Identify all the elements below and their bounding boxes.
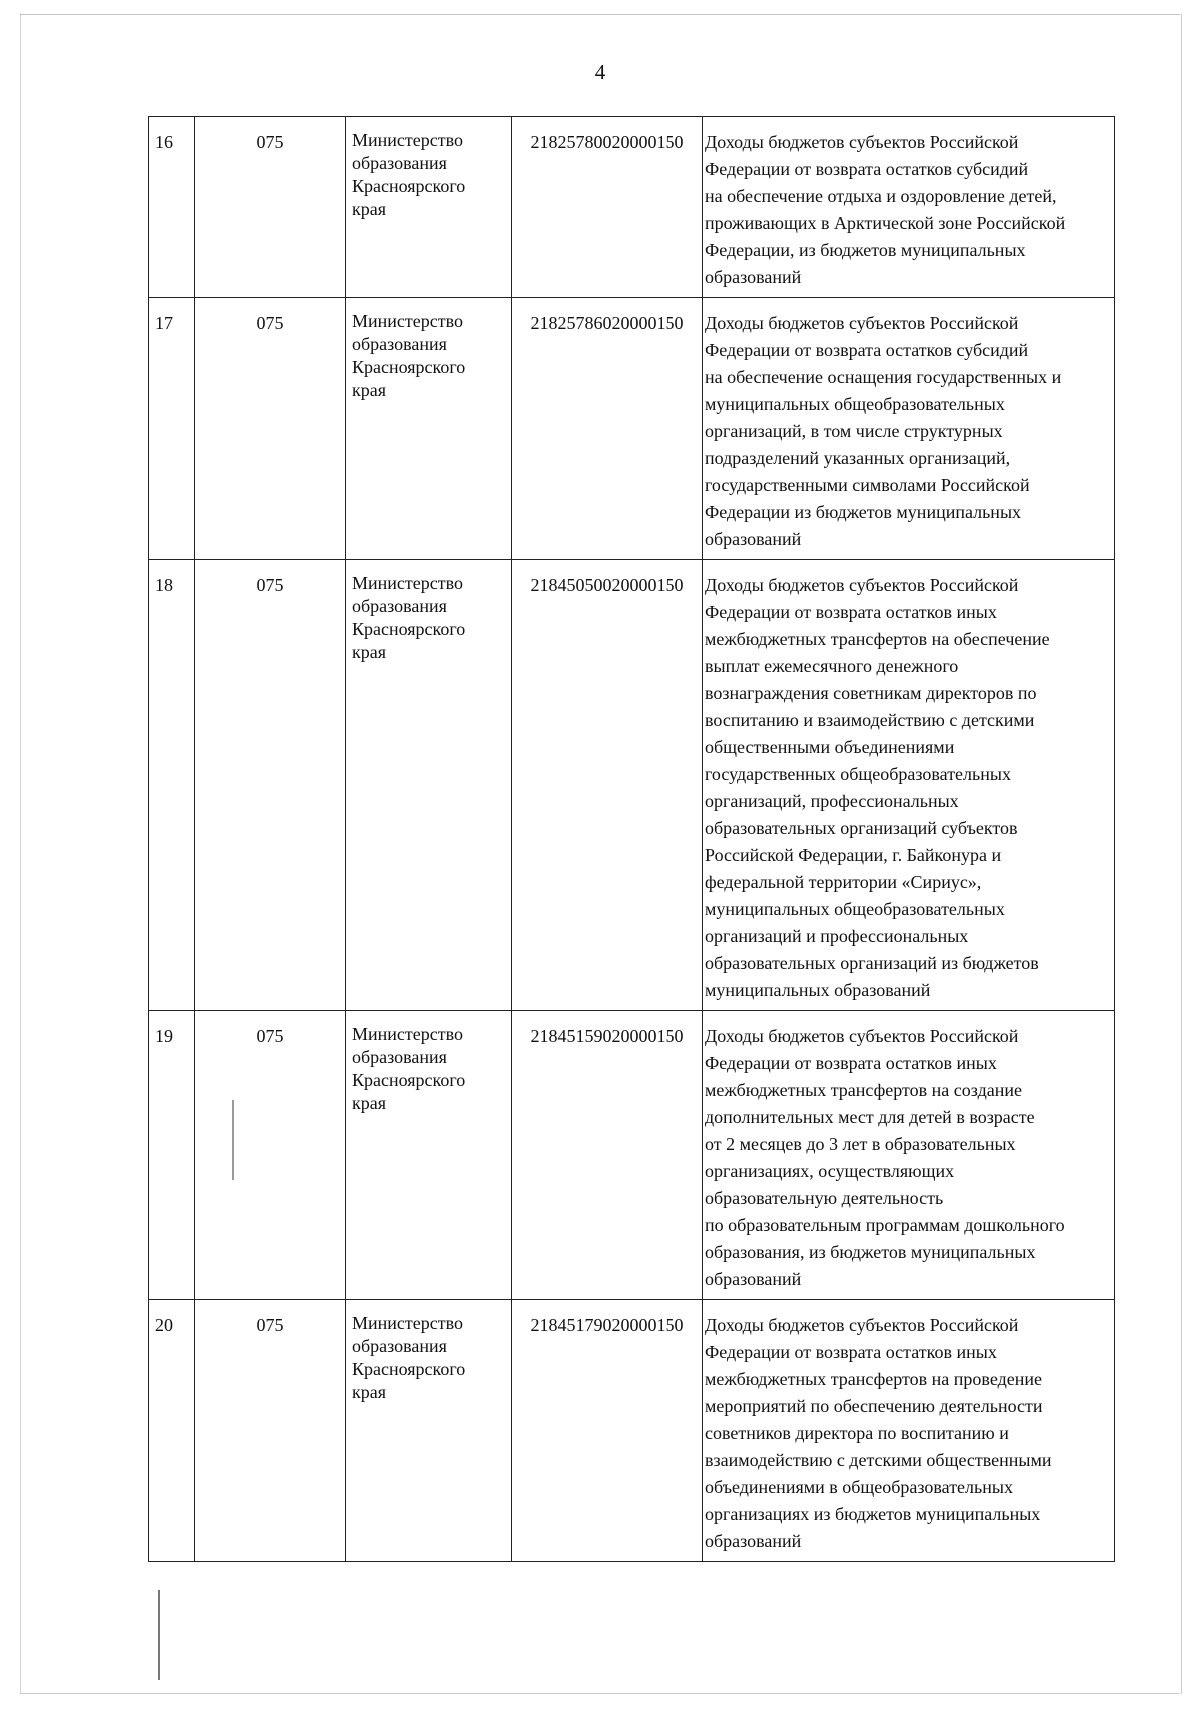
organization-line: края (352, 380, 387, 400)
description-line: на обеспечение оснащения государственных и (705, 367, 1062, 387)
description-line: Доходы бюджетов субъектов Российской (705, 1026, 1019, 1046)
organization-line: образования (352, 1336, 447, 1356)
organization-line: Министерство (352, 1313, 463, 1333)
organization-cell (346, 560, 512, 1011)
table-row (149, 1300, 1115, 1562)
description-line: вознаграждения советникам директоров по (705, 683, 1037, 703)
description-line: муниципальных общеобразовательных (705, 899, 1005, 919)
organization-line: Красноярского (352, 1359, 466, 1379)
description-line: муниципальных общеобразовательных (705, 394, 1005, 414)
description-line: выплат ежемесячного денежного (705, 656, 959, 676)
description-line: Доходы бюджетов субъектов Российской (705, 575, 1019, 595)
description-cell (703, 560, 1115, 1011)
scan-edge-bottom (20, 1693, 1180, 1694)
row-number-cell: 19 (149, 1011, 195, 1300)
description-line: межбюджетных трансфертов на проведение (705, 1369, 1042, 1389)
table-row (149, 560, 1115, 1011)
description-line: Доходы бюджетов субъектов Российской (705, 1315, 1019, 1335)
description-line: муниципальных образований (705, 980, 931, 1000)
admin-code-cell: 075 (195, 560, 346, 1011)
description-line: мероприятий по обеспечению деятельности (705, 1396, 1043, 1416)
organization-line: края (352, 642, 387, 662)
description-line: Федерации от возврата остатков субсидий (705, 159, 1029, 179)
organization-line: образования (352, 1047, 447, 1067)
row-number-cell: 18 (149, 560, 195, 1011)
description-cell (703, 1011, 1115, 1300)
description-line: образовательных организаций из бюджетов (705, 953, 1039, 973)
description-line: образования, из бюджетов муниципальных (705, 1242, 1036, 1262)
table-row (149, 117, 1115, 298)
description-line: образований (705, 529, 802, 549)
organization-line: Министерство (352, 1024, 463, 1044)
description-cell (703, 117, 1115, 298)
organization-line: образования (352, 153, 447, 173)
description-line: организаций, в том числе структурных (705, 421, 1003, 441)
row-number-cell: 20 (149, 1300, 195, 1562)
organization-line: Министерство (352, 311, 463, 331)
description-line: организациях, осуществляющих (705, 1161, 955, 1181)
table-row (149, 1011, 1115, 1300)
description-line: на обеспечение отдыха и оздоровление детей, (705, 186, 1057, 206)
description-line: проживающих в Арктической зоне Российской (705, 213, 1066, 233)
description-line: организациях из бюджетов муниципальных (705, 1504, 1041, 1524)
description-line: Российской Федерации, г. Байконура и (705, 845, 1002, 865)
description-line: Федерации от возврата остатков иных (705, 602, 997, 622)
description-line: Федерации из бюджетов муниципальных (705, 502, 1022, 522)
organization-line: образования (352, 334, 447, 354)
description-line: образований (705, 1269, 802, 1289)
description-line: объединениями в общеобразовательных (705, 1477, 1013, 1497)
organization-line: Красноярского (352, 357, 466, 377)
admin-code-cell: 075 (195, 1300, 346, 1562)
organization-line: Красноярского (352, 619, 466, 639)
description-line: советников директора по воспитанию и (705, 1423, 1009, 1443)
page-number: 4 (594, 60, 606, 84)
organization-cell (346, 298, 512, 560)
description-line: межбюджетных трансфертов на создание (705, 1080, 1022, 1100)
row-number-cell: 16 (149, 117, 195, 298)
admin-code-cell: 075 (195, 298, 346, 560)
budget-code-cell: 21845179020000150 (512, 1300, 703, 1562)
description-line: взаимодействию с детскими общественными (705, 1450, 1052, 1470)
organization-line: Красноярского (352, 176, 466, 196)
description-line: государственных общеобразовательных (705, 764, 1011, 784)
description-line: образовательных организаций субъектов (705, 818, 1018, 838)
description-line: по образовательным программам дошкольного (705, 1215, 1065, 1235)
description-line: образований (705, 267, 802, 287)
description-line: воспитанию и взаимодействию с детскими (705, 710, 1035, 730)
description-line: Федерации, из бюджетов муниципальных (705, 240, 1026, 260)
budget-code-cell: 21845159020000150 (512, 1011, 703, 1300)
description-line: от 2 месяцев до 3 лет в образовательных (705, 1134, 1016, 1154)
description-line: организаций, профессиональных (705, 791, 959, 811)
scan-mark-bottom-left (158, 1590, 160, 1680)
admin-code-cell: 075 (195, 117, 346, 298)
description-line: образовательную деятельность (705, 1188, 944, 1208)
budget-code-cell: 21825786020000150 (512, 298, 703, 560)
description-line: дополнительных мест для детей в возрасте (705, 1107, 1035, 1127)
organization-cell (346, 1300, 512, 1562)
revenue-codes-table (148, 116, 1115, 1562)
table-row (149, 298, 1115, 560)
scan-edge-left (20, 14, 21, 1694)
description-line: межбюджетных трансфертов на обеспечение (705, 629, 1050, 649)
description-line: Федерации от возврата остатков субсидий (705, 340, 1029, 360)
organization-cell (346, 1011, 512, 1300)
budget-code-cell: 21825780020000150 (512, 117, 703, 298)
organization-line: Министерство (352, 130, 463, 150)
description-line: Доходы бюджетов субъектов Российской (705, 313, 1019, 333)
description-line: государственными символами Российской (705, 475, 1030, 495)
budget-code-cell: 21845050020000150 (512, 560, 703, 1011)
row-number-cell: 17 (149, 298, 195, 560)
description-line: Федерации от возврата остатков иных (705, 1342, 997, 1362)
organization-cell (346, 117, 512, 298)
description-line: федеральной территории «Сириус», (705, 872, 982, 892)
organization-line: Министерство (352, 573, 463, 593)
description-line: организаций и профессиональных (705, 926, 969, 946)
description-line: образований (705, 1531, 802, 1551)
organization-line: края (352, 199, 387, 219)
organization-line: края (352, 1382, 387, 1402)
organization-line: края (352, 1093, 387, 1113)
scan-edge-right (1181, 14, 1182, 1694)
description-line: подразделений указанных организаций, (705, 448, 1011, 468)
organization-line: Красноярского (352, 1070, 466, 1090)
description-line: Доходы бюджетов субъектов Российской (705, 132, 1019, 152)
scan-mark-mid (232, 1100, 234, 1180)
organization-line: образования (352, 596, 447, 616)
description-cell (703, 1300, 1115, 1562)
description-line: Федерации от возврата остатков иных (705, 1053, 997, 1073)
description-line: общественными объединениями (705, 737, 955, 757)
admin-code-cell: 075 (195, 1011, 346, 1300)
scan-edge-top (20, 14, 1180, 15)
description-cell (703, 298, 1115, 560)
